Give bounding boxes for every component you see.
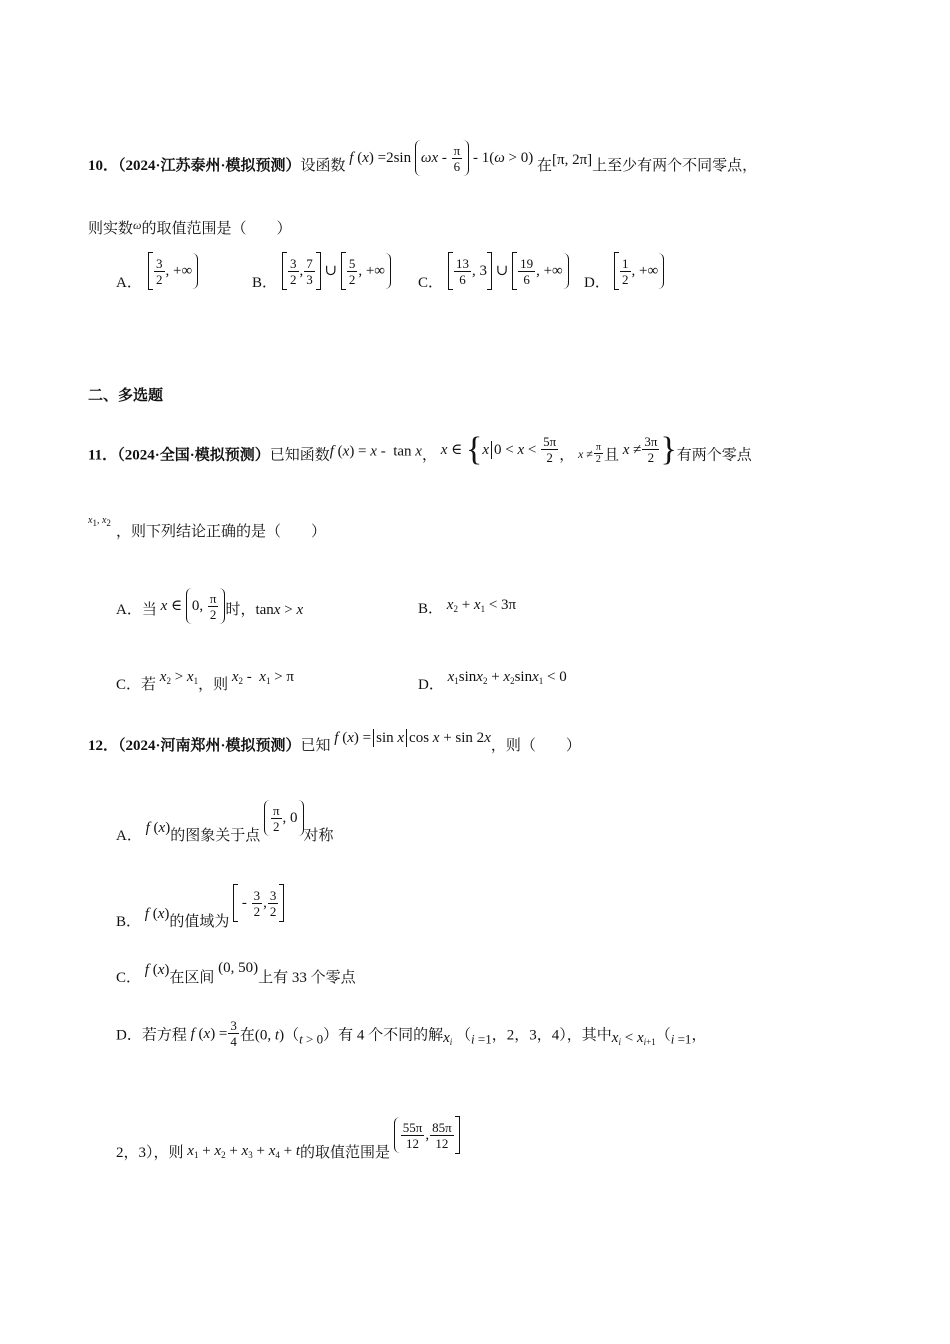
q11-source: （2024·全国·模拟预测）	[117, 447, 270, 464]
q11-option-d[interactable]: D． $x_1\sin x_2 + x_2\sin x_1 < 0$	[418, 669, 567, 693]
q10-option-b[interactable]: B．	[252, 275, 278, 291]
q12-option-c[interactable]: C． f (x)在区间 (0, 50)上有 33 个零点	[116, 960, 356, 986]
q10-option-d[interactable]: D．	[584, 275, 610, 291]
q11-number: 11．	[88, 447, 118, 464]
q10-line2: 则实数$^\omega$的取值范围是（ ）	[88, 218, 292, 237]
q10-line1: 10．（2024·江苏泰州·模拟预测）设函数 f ( x ) =2sin ω x - $\frac{\pi}{6}$ - 1( ω > 0) 在[π, 2π]上至少有两个不同零点，	[88, 140, 757, 177]
q10-option-a[interactable]: A．	[116, 275, 142, 291]
q12-source: （2024·河南郑州·模拟预测）	[118, 738, 301, 754]
q10-number: 10．	[88, 158, 119, 174]
q10-interval: [π, 2π]	[552, 152, 593, 168]
q12-function: f ( x ) = sin x cos x + sin 2 x	[334, 730, 491, 746]
q12-number: 12．	[88, 738, 119, 754]
q10-function: f ( x ) =2sin ω x - $\frac{\pi}{6}$ - 1( ω > 0)	[349, 140, 533, 176]
q11-option-b[interactable]: B． $x_2 + x_1 < 3\pi$	[418, 597, 517, 617]
q11-option-a[interactable]: A．当 x ∈ 0, $\frac{\pi}{2}$ 时，tanx > x	[116, 588, 303, 624]
q12-option-d-line2: 2，3），则 $x_1 + x_2 + x_3 + x_4 + t$的取值范围是 $\frac{55\pi}{12}$ , $\frac{85\pi}{12}$	[116, 1116, 460, 1166]
q12-option-d[interactable]: D．若方程 f ( x ) = $\frac{3}{4}$ 在(0, t)（t > 0）有 4 个不同的解$x_i$ （i =1，2，3，4），其中$x_i < x_{i+1}(i =1$，	[116, 1018, 707, 1049]
q10-option-c[interactable]: C．	[418, 275, 444, 291]
q11-line2-text: ，则下列结论正确的是（ ）	[116, 524, 327, 540]
q11-line1: 11．（2024·全国·模拟预测）已知函数f (x) = x - tan x， x ∈ { x 0 < x < $\frac{5\pi}{2}$ ， x ≠ $\frac{\pi}{2}$ 且 x ≠ $\frac{3\pi}{2}$ } 有两个零点	[88, 430, 752, 468]
q11-domain: x ∈ { x 0 < x < $\frac{5\pi}{2}$	[440, 430, 557, 468]
q12-line1: 12．（2024·河南郑州·模拟预测）已知 f ( x ) = sin x cos x + sin 2 x ，则（ ）	[88, 727, 581, 757]
q10-source: （2024·江苏泰州·模拟预测）	[118, 158, 301, 174]
q12-option-b[interactable]: B． f (x)的值域为 - $\frac{3}{2}$ , $\frac{3}{2}$	[116, 884, 284, 933]
q11-option-c[interactable]: C．若 $x_2 > x_1$，则 $x_2 - x_1 > \pi$	[116, 669, 294, 693]
q11-line2: x1, x2	[88, 515, 111, 528]
q12-option-a[interactable]: A． f (x)的图象关于点 $\frac{\pi}{2}$ , 0 对称	[116, 800, 334, 847]
section-heading: 二、多选题	[88, 388, 164, 404]
